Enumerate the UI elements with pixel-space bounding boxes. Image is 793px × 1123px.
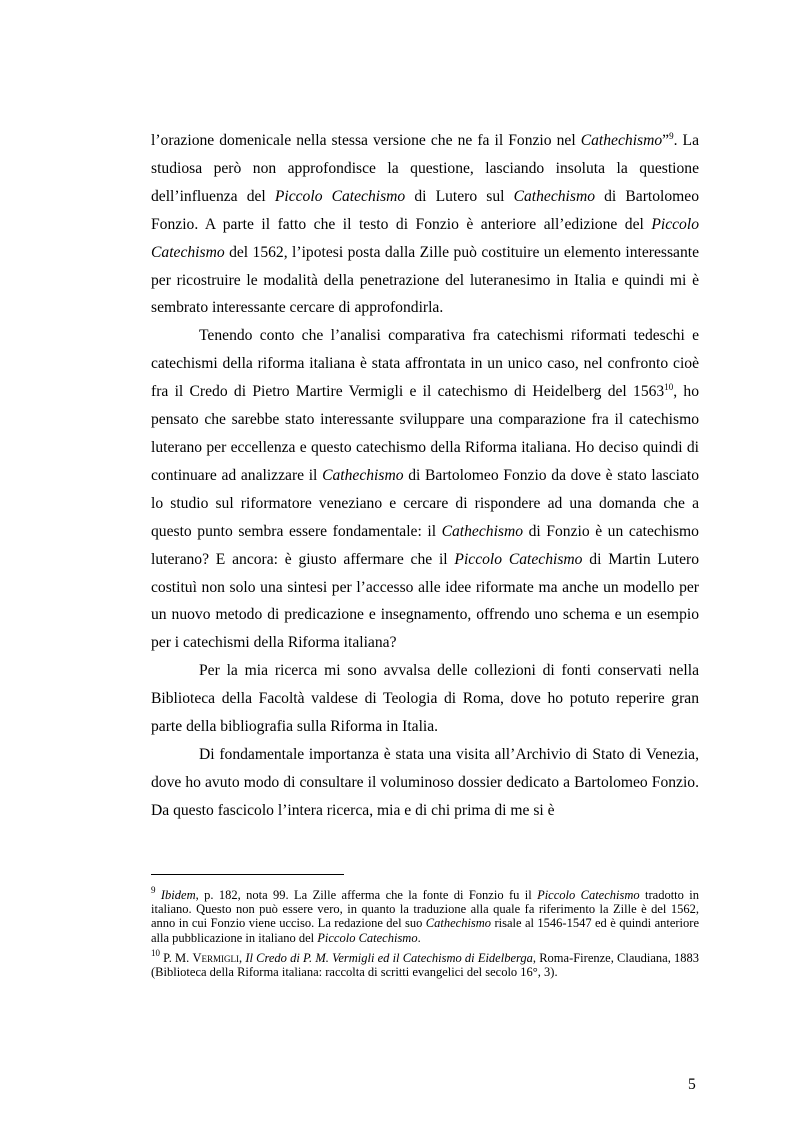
footnotes xyxy=(151,885,700,985)
italic-title: Piccolo Catechismo xyxy=(317,930,418,945)
text-run: . xyxy=(417,930,421,945)
text-run: , xyxy=(239,950,246,965)
text-run: di Bartolomeo Fonzio. A parte il fatto che il testo di Fonzio è anteriore all’edizione del xyxy=(151,187,699,233)
footnote-number: 9 xyxy=(151,885,156,895)
text-run: di Martin Lutero costituì non solo una sintesi per l’accesso alle idee riformate ma anche un modello per un nuovo metodo di predicazione e insegnamento, offrendo uno schema e un esempio per i catechismi della Riforma italiana? xyxy=(151,550,699,652)
footnote-9 xyxy=(151,885,699,945)
text-run: ” xyxy=(662,132,670,149)
footnote-10 xyxy=(151,947,700,980)
text-run: del 1562, l’ipotesi posta dalla Zille può costituire un elemento interessante per ricostruire le modalità della penetrazione del luteranesimo in Italia e quindi mi è sembrato interessante cercare di approfondirla. xyxy=(151,243,699,317)
text-run: , Roma-Firenze, Claudiana, 1883 (Biblioteca della Riforma italiana: raccolta di scritti evangelici del secolo 16°, 3). xyxy=(151,950,700,980)
text-run: di Fonzio è un catechismo luterano? E ancora: è giusto affermare che il xyxy=(151,522,699,568)
italic-title: Piccolo Catechismo xyxy=(537,888,640,902)
italic-title: Cathechismo xyxy=(425,916,492,931)
italic-title: Cathechismo xyxy=(441,522,524,540)
paragraph-4: Di fondamentale importanza è stata una visita all’Archivio di Stato di Venezia, dove ho avuto modo di consultare il voluminoso dossier dedicato a Bartolomeo Fonzio. Da questo fascicolo l’intera ricerca, mia e di chi prima di me si è xyxy=(151,745,699,819)
text-run: di Lutero sul xyxy=(405,187,514,205)
italic-title: Cathechismo xyxy=(322,466,404,484)
paragraph-3: Per la mia ricerca mi sono avvalsa delle collezioni di fonti conservati nella Biblioteca della Facoltà valdese di Teologia di Roma, dove ho potuto reperire gran parte della bibliografia sulla Riforma in Italia. xyxy=(151,662,699,736)
italic-title: Piccolo Catechismo xyxy=(274,187,406,205)
author-name: Vermigli xyxy=(192,950,240,965)
italic-title: Piccolo Catechismo xyxy=(151,215,699,261)
italic-title: Cathechismo xyxy=(513,187,596,205)
footnote-ref-10: 10 xyxy=(664,382,674,393)
italic-title: Ibidem xyxy=(160,888,196,902)
page-number: 5 xyxy=(688,1076,696,1093)
italic-title: Cathechismo xyxy=(580,132,663,149)
footnote-ref-9: 9 xyxy=(669,131,674,141)
footnote-separator xyxy=(151,874,344,875)
paragraph-1 xyxy=(151,127,699,322)
italic-title: Piccolo Catechismo xyxy=(454,550,583,568)
text-run: risale al 1546-1547 ed è quindi anteriore alla pubblicazione in italiano del xyxy=(151,916,699,945)
text-run: . La studiosa però non approfondisce la questione, lasciando insoluta la questione dell’influenza del xyxy=(151,132,699,205)
text-run: Tenendo conto che l’analisi comparativa fra catechismi riformati tedeschi e catechismi della riforma italiana è stata affrontata in un unico caso, nel confronto cioè fra il Credo di Pietro Martire Vermigli e il catechismo di Heidelberg del 1563 xyxy=(151,327,699,401)
text-run: , ho pensato che sarebbe stato interessante sviluppare una comparazione fra il catechismo luterano per eccellenza e questo catechismo della Riforma italiana. Ho deciso quindi di continuare ad analizzare il xyxy=(151,383,699,484)
text-run: , p. 182, nota 99. La Zille afferma che la fonte di Fonzio fu il xyxy=(195,888,538,902)
text-run: l’orazione domenicale nella stessa versione che ne fa il Fonzio nel xyxy=(151,132,581,149)
text-run: P. M. xyxy=(160,950,193,965)
paragraph-2 xyxy=(151,322,699,657)
footnote-number: 10 xyxy=(151,947,160,958)
italic-title: Il Credo di P. M. Vermigli ed il Catechismo di Eidelberga xyxy=(245,950,533,965)
text-run: di Bartolomeo Fonzio da dove è stato lasciato lo studio sul riformatore veneziano e cercare di rispondere ad una domanda che a questo punto sembra essere fondamentale: il xyxy=(151,466,699,540)
text-run: tradotto in italiano. Questo non può essere vero, in quanto la traduzione alla quale fa riferimento la Zille è del 1562, anno in cui Fonzio viene ucciso. La redazione del suo xyxy=(151,888,699,931)
body-text xyxy=(151,127,699,825)
